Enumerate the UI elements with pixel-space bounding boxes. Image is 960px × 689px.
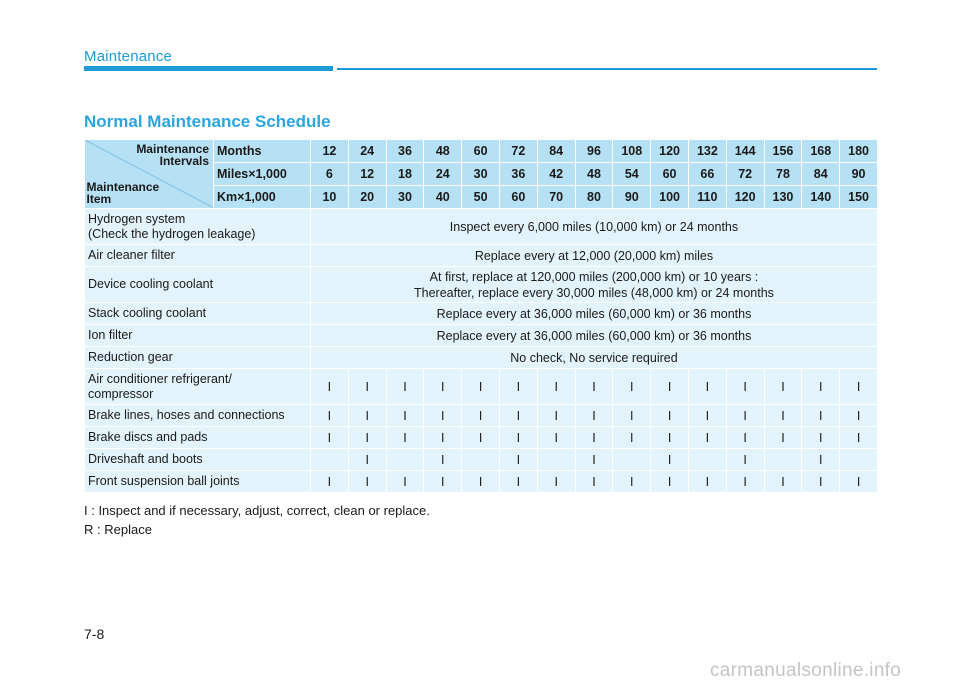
schedule-cell <box>688 449 726 471</box>
interval-unit-label: Miles×1,000 <box>214 163 311 186</box>
schedule-cell: I <box>726 427 764 449</box>
maintenance-instruction: No check, No service required <box>311 347 878 369</box>
interval-value: 144 <box>726 140 764 163</box>
schedule-cell: I <box>424 427 462 449</box>
schedule-cell <box>311 449 349 471</box>
schedule-cell <box>613 449 651 471</box>
schedule-cell <box>764 449 802 471</box>
schedule-cell: I <box>537 471 575 493</box>
interval-value: 130 <box>764 186 802 209</box>
interval-value: 24 <box>424 163 462 186</box>
interval-unit-label: Months <box>214 140 311 163</box>
schedule-cell: I <box>348 369 386 405</box>
schedule-cell: I <box>386 369 424 405</box>
interval-value: 12 <box>348 163 386 186</box>
schedule-cell: I <box>802 369 840 405</box>
interval-value: 42 <box>537 163 575 186</box>
maintenance-instruction: Replace every at 12,000 (20,000 km) miles <box>311 245 878 267</box>
table-row <box>85 209 878 245</box>
schedule-cell: I <box>764 471 802 493</box>
maintenance-item-name: Brake discs and pads <box>85 427 311 449</box>
schedule-cell: I <box>726 471 764 493</box>
schedule-cell: I <box>764 369 802 405</box>
schedule-cell: I <box>575 427 613 449</box>
schedule-cell <box>462 449 500 471</box>
interval-value: 70 <box>537 186 575 209</box>
interval-value: 48 <box>575 163 613 186</box>
interval-value: 48 <box>424 140 462 163</box>
schedule-cell <box>840 449 878 471</box>
schedule-heading: Normal Maintenance Schedule <box>84 112 331 131</box>
interval-value: 18 <box>386 163 424 186</box>
table-row <box>85 449 878 471</box>
table-row <box>85 325 878 347</box>
page-number: 7-8 <box>84 626 105 642</box>
maintenance-schedule-table <box>84 139 878 493</box>
schedule-cell: I <box>575 369 613 405</box>
schedule-cell: I <box>386 427 424 449</box>
maintenance-item-name: Brake lines, hoses and connections <box>85 405 311 427</box>
schedule-cell: I <box>840 471 878 493</box>
schedule-cell: I <box>575 449 613 471</box>
schedule-cell: I <box>311 427 349 449</box>
interval-value: 24 <box>348 140 386 163</box>
interval-value: 120 <box>651 140 689 163</box>
table-row <box>85 427 878 449</box>
interval-value: 60 <box>462 140 500 163</box>
interval-value: 10 <box>311 186 349 209</box>
schedule-cell: I <box>802 427 840 449</box>
table-row <box>85 471 878 493</box>
interval-value: 80 <box>575 186 613 209</box>
schedule-cell: I <box>424 449 462 471</box>
schedule-cell: I <box>499 427 537 449</box>
interval-value: 50 <box>462 186 500 209</box>
maintenance-item-name: Reduction gear <box>85 347 311 369</box>
schedule-cell: I <box>424 405 462 427</box>
interval-value: 30 <box>462 163 500 186</box>
schedule-cell: I <box>575 471 613 493</box>
interval-value: 30 <box>386 186 424 209</box>
interval-value: 110 <box>688 186 726 209</box>
interval-value: 72 <box>726 163 764 186</box>
schedule-cell: I <box>462 471 500 493</box>
schedule-cell: I <box>840 427 878 449</box>
schedule-cell: I <box>424 369 462 405</box>
corner-bottom-line: Item <box>86 192 112 206</box>
interval-value: 96 <box>575 140 613 163</box>
schedule-cell: I <box>613 427 651 449</box>
interval-value: 150 <box>840 186 878 209</box>
interval-value: 36 <box>386 140 424 163</box>
table-row <box>85 245 878 267</box>
schedule-cell: I <box>802 405 840 427</box>
maintenance-item-name: Hydrogen system (Check the hydrogen leakage) <box>85 209 311 245</box>
schedule-cell <box>537 449 575 471</box>
interval-value: 84 <box>802 163 840 186</box>
schedule-cell: I <box>499 449 537 471</box>
schedule-cell: I <box>688 405 726 427</box>
schedule-cell: I <box>462 405 500 427</box>
schedule-cell: I <box>613 471 651 493</box>
schedule-cell: I <box>651 369 689 405</box>
corner-bottom-line: Maintenance <box>86 180 160 194</box>
maintenance-item-name: Front suspension ball joints <box>85 471 311 493</box>
maintenance-item-name: Ion filter <box>85 325 311 347</box>
corner-item-label <box>87 181 160 205</box>
schedule-cell: I <box>386 405 424 427</box>
schedule-cell: I <box>726 369 764 405</box>
interval-value: 108 <box>613 140 651 163</box>
maintenance-instruction: Replace every at 36,000 miles (60,000 km) or 36 months <box>311 303 878 325</box>
schedule-cell: I <box>840 369 878 405</box>
corner-intervals-label <box>136 143 209 167</box>
legend-inspect: I : Inspect and if necessary, adjust, correct, clean or replace. <box>84 503 430 518</box>
interval-value: 168 <box>802 140 840 163</box>
schedule-cell: I <box>537 427 575 449</box>
schedule-cell: I <box>726 449 764 471</box>
schedule-cell: I <box>688 369 726 405</box>
interval-value: 72 <box>499 140 537 163</box>
interval-value: 78 <box>764 163 802 186</box>
schedule-cell: I <box>764 427 802 449</box>
schedule-cell: I <box>613 369 651 405</box>
interval-value: 180 <box>840 140 878 163</box>
maintenance-item-name: Device cooling coolant <box>85 267 311 303</box>
schedule-cell: I <box>613 405 651 427</box>
section-title: Maintenance <box>84 48 173 65</box>
maintenance-instruction: Replace every at 36,000 miles (60,000 km) or 36 months <box>311 325 878 347</box>
maintenance-instruction: Inspect every 6,000 miles (10,000 km) or 24 months <box>311 209 878 245</box>
schedule-cell: I <box>688 427 726 449</box>
schedule-cell: I <box>348 427 386 449</box>
interval-value: 60 <box>499 186 537 209</box>
schedule-cell: I <box>499 405 537 427</box>
interval-value: 36 <box>499 163 537 186</box>
schedule-cell: I <box>651 449 689 471</box>
schedule-cell: I <box>688 471 726 493</box>
table-row <box>85 303 878 325</box>
interval-value: 140 <box>802 186 840 209</box>
schedule-cell: I <box>424 471 462 493</box>
interval-value: 100 <box>651 186 689 209</box>
schedule-cell: I <box>802 449 840 471</box>
interval-value: 12 <box>311 140 349 163</box>
schedule-cell: I <box>462 427 500 449</box>
schedule-cell: I <box>348 449 386 471</box>
schedule-cell: I <box>840 405 878 427</box>
header-rule-thick <box>84 66 333 71</box>
interval-unit-label: Km×1,000 <box>214 186 311 209</box>
header-rule-thin <box>337 68 877 70</box>
schedule-cell: I <box>537 369 575 405</box>
schedule-cell <box>386 449 424 471</box>
interval-value: 60 <box>651 163 689 186</box>
corner-header-cell <box>85 140 214 209</box>
interval-value: 40 <box>424 186 462 209</box>
schedule-cell: I <box>462 369 500 405</box>
table-row <box>85 347 878 369</box>
schedule-cell: I <box>726 405 764 427</box>
interval-header-row <box>85 140 878 163</box>
schedule-cell: I <box>348 405 386 427</box>
table-row <box>85 405 878 427</box>
schedule-cell: I <box>499 369 537 405</box>
schedule-cell: I <box>575 405 613 427</box>
interval-value: 156 <box>764 140 802 163</box>
interval-value: 84 <box>537 140 575 163</box>
interval-value: 6 <box>311 163 349 186</box>
schedule-cell: I <box>499 471 537 493</box>
schedule-cell: I <box>651 471 689 493</box>
schedule-cell: I <box>537 405 575 427</box>
schedule-cell: I <box>802 471 840 493</box>
legend-replace: R : Replace <box>84 522 152 537</box>
maintenance-instruction: At first, replace at 120,000 miles (200,000 km) or 10 years : Thereafter, replace every 30,000 miles (48,000 km) or 24 months <box>311 267 878 303</box>
maintenance-item-name: Air conditioner refrigerant/ compressor <box>85 369 311 405</box>
corner-top-line: Intervals <box>159 153 209 168</box>
schedule-cell: I <box>386 471 424 493</box>
interval-value: 20 <box>348 186 386 209</box>
schedule-cell: I <box>651 427 689 449</box>
maintenance-item-name: Stack cooling coolant <box>85 303 311 325</box>
interval-value: 54 <box>613 163 651 186</box>
schedule-cell: I <box>651 405 689 427</box>
schedule-cell: I <box>764 405 802 427</box>
corner-top-line: Maintenance <box>136 141 209 156</box>
watermark-text[interactable]: carmanualsonline.info <box>710 660 902 681</box>
schedule-cell: I <box>311 369 349 405</box>
interval-value: 90 <box>840 163 878 186</box>
maintenance-item-name: Air cleaner filter <box>85 245 311 267</box>
table-row <box>85 369 878 405</box>
schedule-cell: I <box>311 471 349 493</box>
schedule-cell: I <box>348 471 386 493</box>
interval-value: 132 <box>688 140 726 163</box>
interval-value: 120 <box>726 186 764 209</box>
schedule-cell: I <box>311 405 349 427</box>
table-row <box>85 267 878 303</box>
interval-value: 90 <box>613 186 651 209</box>
maintenance-item-name: Driveshaft and boots <box>85 449 311 471</box>
interval-value: 66 <box>688 163 726 186</box>
